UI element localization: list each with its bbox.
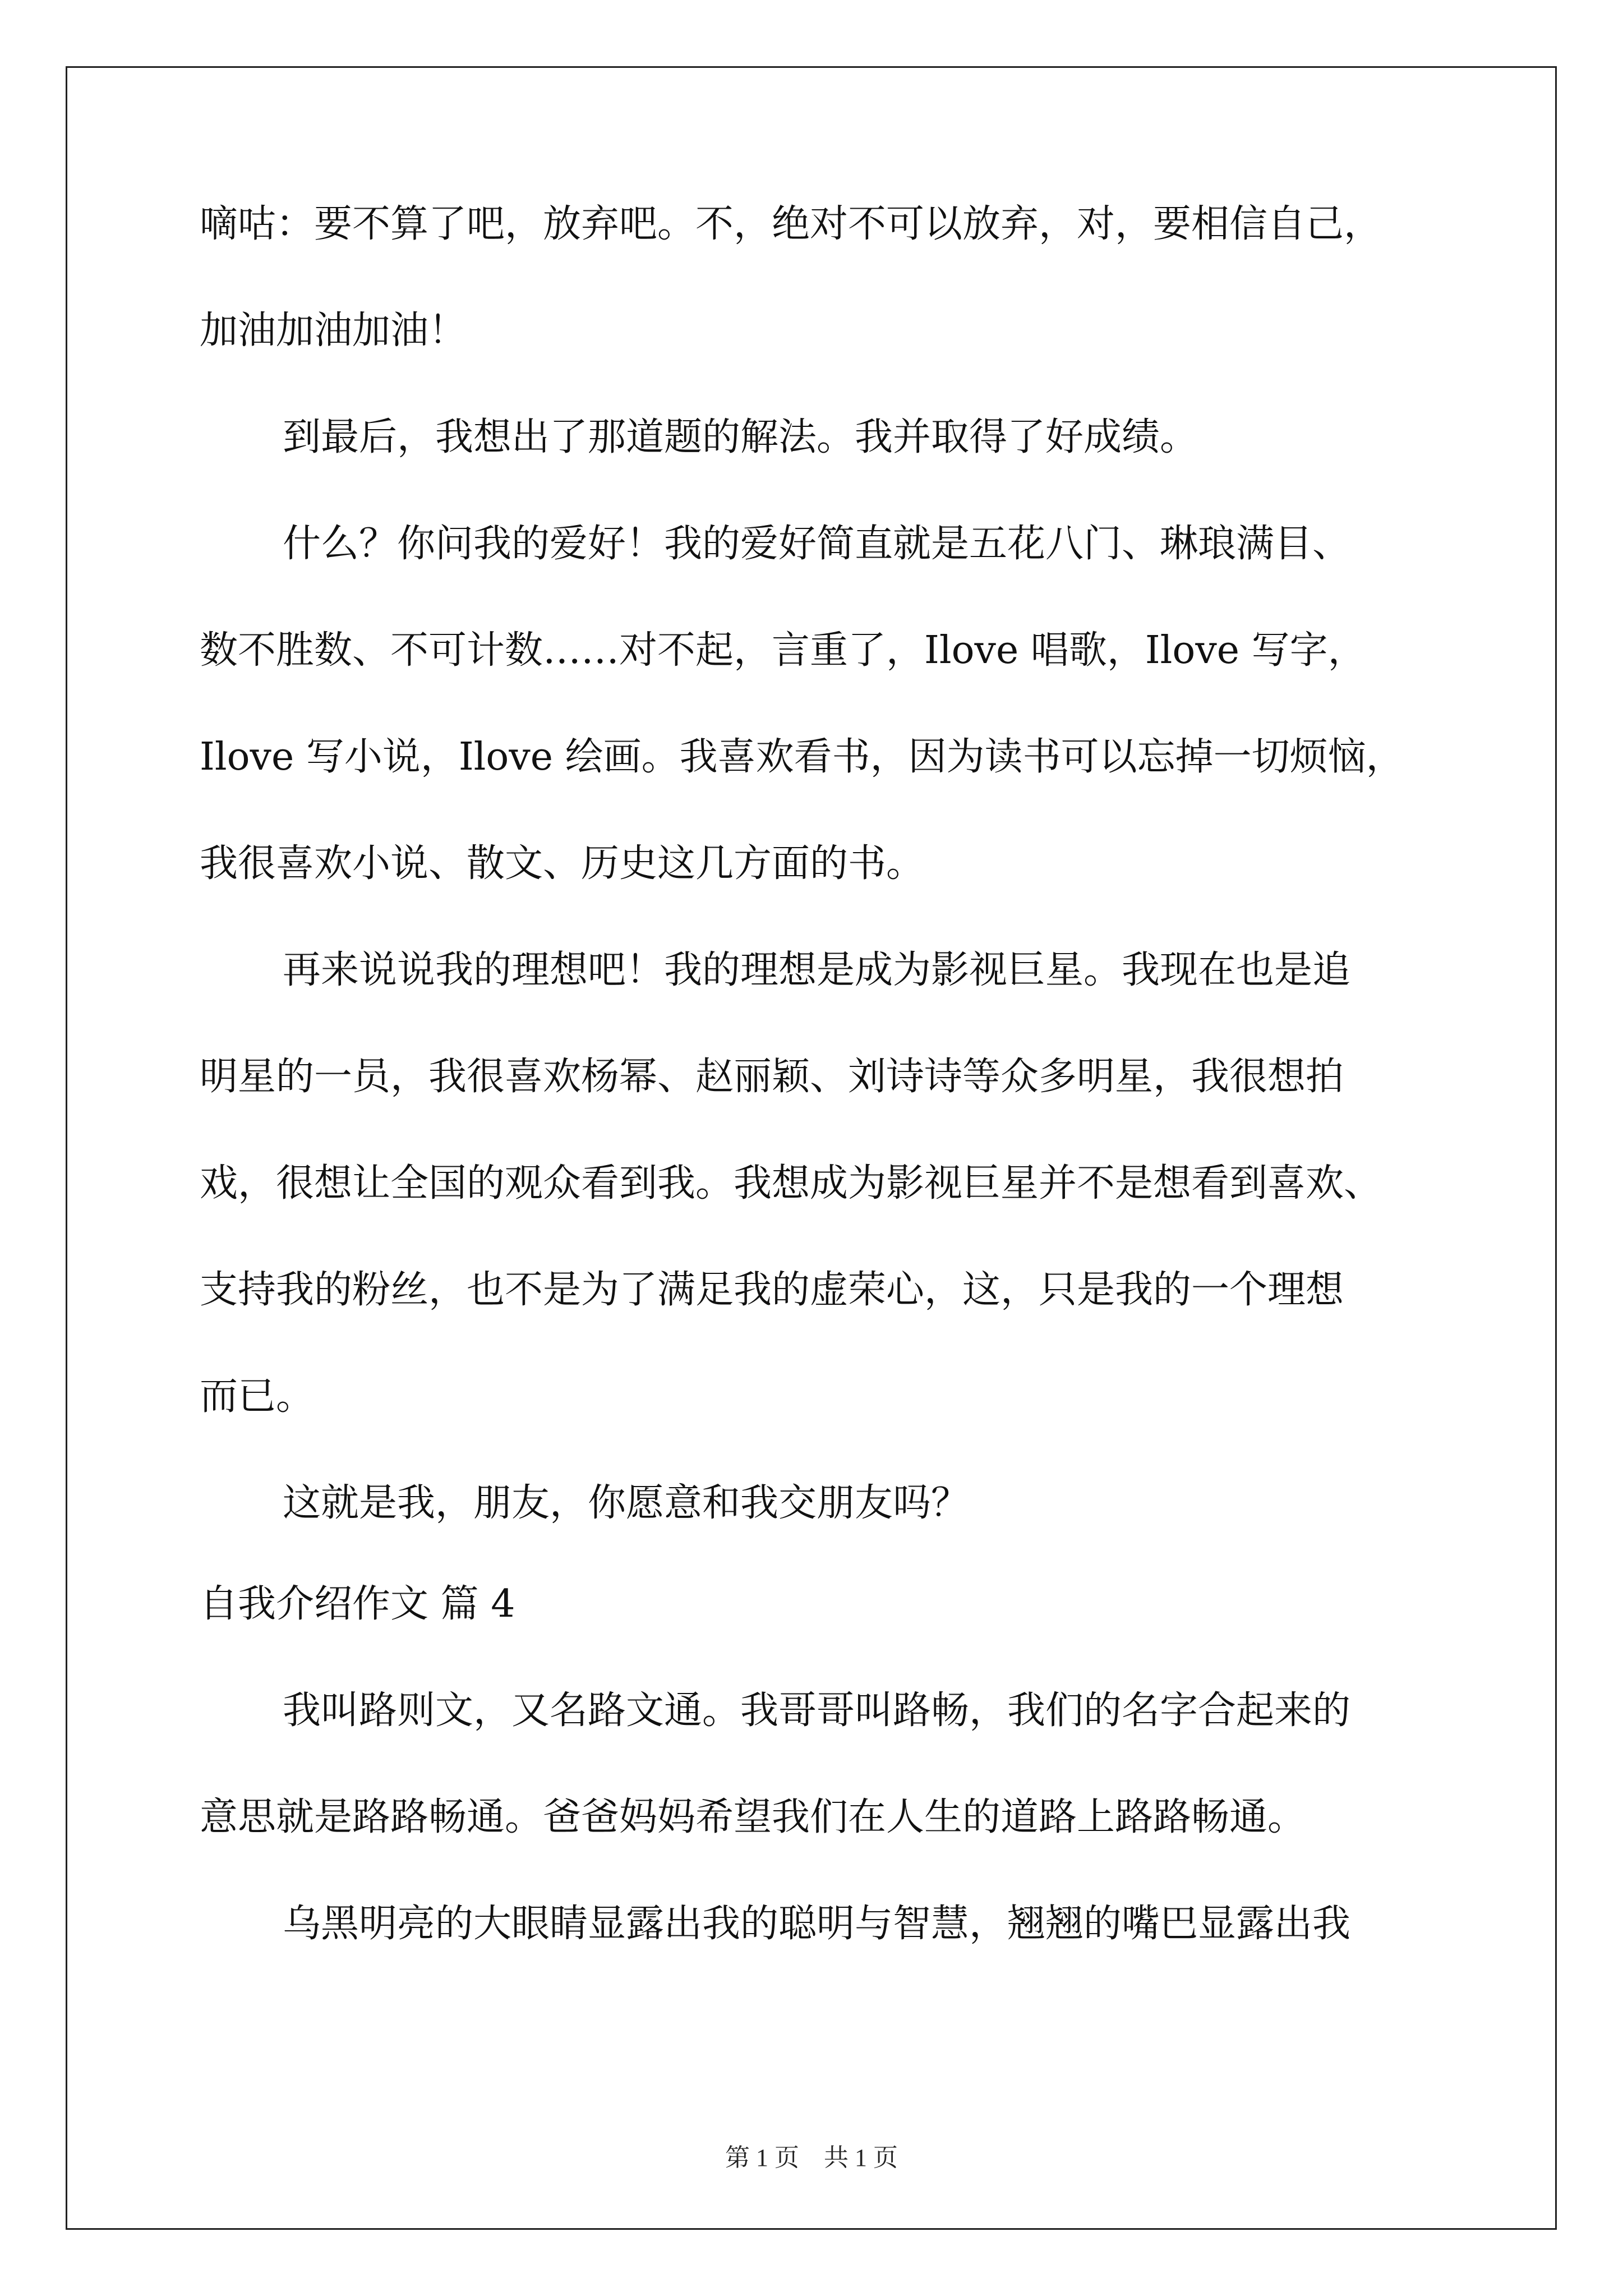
section-heading: 自我介绍作文 篇 4 — [200, 1582, 515, 1626]
text-line: 加油加油加油！ — [200, 309, 467, 353]
text-line: 我很喜欢小说、散文、历史这几方面的书。 — [200, 841, 925, 886]
text-line: 意思就是路路畅通。爸爸妈妈希望我们在人生的道路上路路畅通。 — [200, 1795, 1306, 1839]
text-line: 嘀咕：要不算了吧，放弃吧。不，绝对不可以放弃，对，要相信自己， — [200, 202, 1382, 246]
paragraph-line: 到最后，我想出了那道题的解法。我并取得了好成绩。 — [283, 415, 1198, 459]
text-line: 支持我的粉丝，也不是为了满足我的虚荣心，这，只是我的一个理想 — [200, 1268, 1344, 1312]
paragraph-line: 再来说说我的理想吧！我的理想是成为影视巨星。我现在也是追 — [283, 948, 1351, 992]
text-line: 数不胜数、不可计数……对不起，言重了，Ilove 唱歌，Ilove 写字， — [200, 628, 1366, 673]
text-line: 明星的一员，我很喜欢杨幂、赵丽颖、刘诗诗等众多明星，我很想拍 — [200, 1055, 1344, 1099]
paragraph-line: 什么？你问我的爱好！我的爱好简直就是五花八门、琳琅满目、 — [283, 522, 1351, 566]
paragraph-line: 我叫路则文，又名路文通。我哥哥叫路畅，我们的名字合起来的 — [283, 1688, 1351, 1733]
paragraph-line: 乌黑明亮的大眼睛显露出我的聪明与智慧，翘翘的嘴巴显露出我 — [283, 1902, 1351, 1946]
text-line: 而已。 — [200, 1374, 315, 1419]
page-footer: 第 1 页 共 1 页 — [725, 2144, 898, 2171]
paragraph-line: 这就是我，朋友，你愿意和我交朋友吗？ — [283, 1481, 970, 1525]
text-line: 戏，很想让全国的观众看到我。我想成为影视巨星并不是想看到喜欢、 — [200, 1161, 1382, 1205]
text-line: Ilove 写小说，Ilove 绘画。我喜欢看书，因为读书可以忘掉一切烦恼， — [200, 735, 1404, 779]
